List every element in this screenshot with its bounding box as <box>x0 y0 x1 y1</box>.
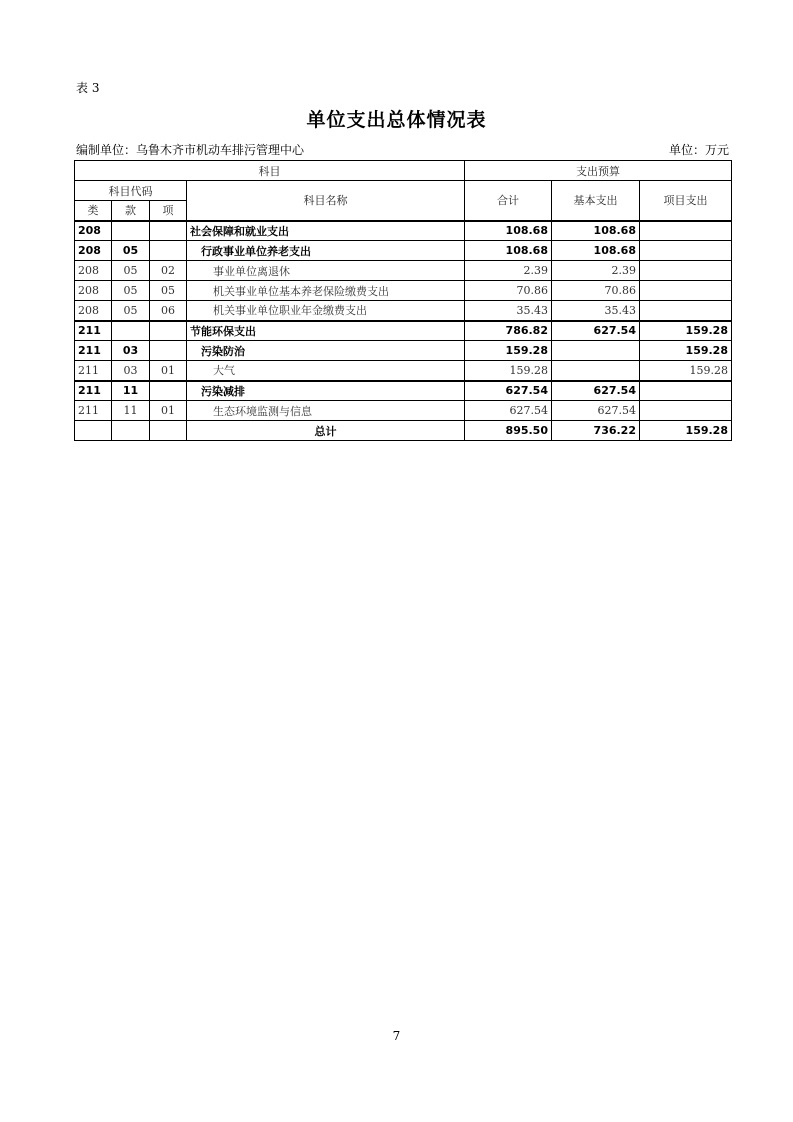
expenditure-table <box>74 160 732 441</box>
header-kuan: 款 <box>112 201 150 221</box>
cell-basic: 108.68 <box>552 221 640 241</box>
cell-lei: 208 <box>75 281 112 301</box>
header-code: 科目代码 <box>75 181 187 201</box>
cell-project <box>640 241 732 261</box>
cell-xiang <box>150 221 187 241</box>
cell-name: 机关事业单位职业年金缴费支出 <box>187 301 465 321</box>
table-row <box>75 341 732 361</box>
table-row <box>75 401 732 421</box>
total-basic: 736.22 <box>552 421 640 441</box>
cell-basic: 35.43 <box>552 301 640 321</box>
table-row <box>75 361 732 381</box>
header-budget: 支出预算 <box>465 161 732 181</box>
page-number: 7 <box>392 1029 401 1043</box>
cell-xiang: 01 <box>150 361 187 381</box>
total-project: 159.28 <box>640 421 732 441</box>
cell-name: 行政事业单位养老支出 <box>187 241 465 261</box>
cell-basic: 627.54 <box>552 321 640 341</box>
cell-project: 159.28 <box>640 361 732 381</box>
table-number: 表 3 <box>76 81 100 95</box>
cell-project: 159.28 <box>640 341 732 361</box>
table-row <box>75 321 732 341</box>
cell-project <box>640 221 732 241</box>
currency-unit: 单位：万元 <box>668 143 729 157</box>
cell-kuan <box>112 221 150 241</box>
cell-name: 节能环保支出 <box>187 321 465 341</box>
cell-project <box>640 301 732 321</box>
cell-lei: 211 <box>75 341 112 361</box>
cell-total: 108.68 <box>465 241 552 261</box>
cell-name: 事业单位离退休 <box>187 261 465 281</box>
header-total: 合计 <box>465 181 552 221</box>
cell-basic: 627.54 <box>552 381 640 401</box>
cell-lei: 211 <box>75 321 112 341</box>
cell-basic <box>552 341 640 361</box>
cell-xiang: 05 <box>150 281 187 301</box>
cell-total: 108.68 <box>465 221 552 241</box>
table-row <box>75 381 732 401</box>
cell-kuan: 03 <box>112 361 150 381</box>
cell-xiang <box>150 341 187 361</box>
total-sum: 895.50 <box>465 421 552 441</box>
cell-lei: 211 <box>75 381 112 401</box>
table-row <box>75 281 732 301</box>
cell-project <box>640 401 732 421</box>
page-title: 单位支出总体情况表 <box>306 109 487 131</box>
cell-name: 生态环境监测与信息 <box>187 401 465 421</box>
cell-project <box>640 261 732 281</box>
cell-lei: 211 <box>75 401 112 421</box>
header-name: 科目名称 <box>187 181 465 221</box>
cell-xiang <box>150 321 187 341</box>
cell-name: 机关事业单位基本养老保险缴费支出 <box>187 281 465 301</box>
cell-total: 159.28 <box>465 361 552 381</box>
cell-basic: 627.54 <box>552 401 640 421</box>
cell-total: 70.86 <box>465 281 552 301</box>
cell-xiang <box>150 241 187 261</box>
cell-name: 污染减排 <box>187 381 465 401</box>
cell-lei: 208 <box>75 261 112 281</box>
compiling-unit: 编制单位：乌鲁木齐市机动车排污管理中心 <box>76 143 305 157</box>
cell-total: 159.28 <box>465 341 552 361</box>
cell-kuan: 05 <box>112 281 150 301</box>
cell-project: 159.28 <box>640 321 732 341</box>
header-lei: 类 <box>75 201 112 221</box>
cell-name: 社会保障和就业支出 <box>187 221 465 241</box>
cell-kuan: 11 <box>112 401 150 421</box>
header-xiang: 项 <box>150 201 187 221</box>
table-row <box>75 261 732 281</box>
table-row <box>75 301 732 321</box>
cell-basic: 70.86 <box>552 281 640 301</box>
header-subject: 科目 <box>75 161 465 181</box>
cell-project <box>640 281 732 301</box>
cell-project <box>640 381 732 401</box>
cell-basic: 108.68 <box>552 241 640 261</box>
cell-total: 2.39 <box>465 261 552 281</box>
cell-kuan: 05 <box>112 301 150 321</box>
cell-xiang: 06 <box>150 301 187 321</box>
cell-name: 污染防治 <box>187 341 465 361</box>
cell-total: 627.54 <box>465 401 552 421</box>
cell-xiang: 01 <box>150 401 187 421</box>
cell-basic: 2.39 <box>552 261 640 281</box>
total-row <box>75 421 732 441</box>
cell-lei: 208 <box>75 301 112 321</box>
cell-kuan: 11 <box>112 381 150 401</box>
cell-kuan <box>112 321 150 341</box>
cell-lei: 208 <box>75 221 112 241</box>
cell-name: 大气 <box>187 361 465 381</box>
cell-xiang <box>150 381 187 401</box>
cell-total: 35.43 <box>465 301 552 321</box>
cell-basic <box>552 361 640 381</box>
cell-lei: 211 <box>75 361 112 381</box>
cell-kuan: 03 <box>112 341 150 361</box>
cell-lei: 208 <box>75 241 112 261</box>
table-row <box>75 241 732 261</box>
cell-total: 786.82 <box>465 321 552 341</box>
total-label: 总计 <box>187 421 465 441</box>
cell-kuan: 05 <box>112 261 150 281</box>
table-row <box>75 221 732 241</box>
header-project: 项目支出 <box>640 181 732 221</box>
cell-total: 627.54 <box>465 381 552 401</box>
cell-xiang: 02 <box>150 261 187 281</box>
header-basic: 基本支出 <box>552 181 640 221</box>
cell-kuan: 05 <box>112 241 150 261</box>
